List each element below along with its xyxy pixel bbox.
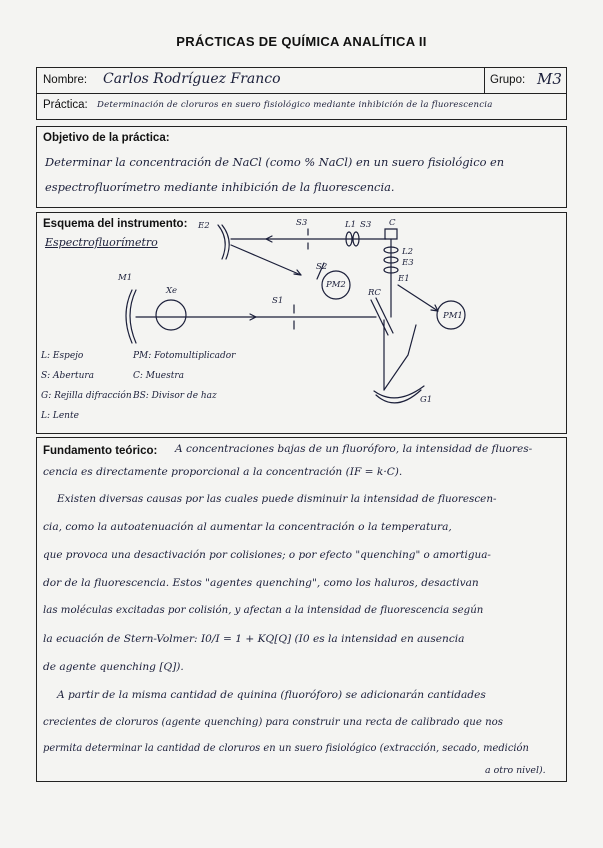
- theory-line: que provoca una desactivación por colisiones; o por efecto "quenching" o amortigua-: [43, 549, 491, 561]
- page-title: PRÁCTICAS DE QUÍMICA ANALÍTICA II: [176, 34, 427, 49]
- practice-label: Práctica:: [43, 99, 88, 111]
- theory-line: A partir de la misma cantidad de quinina (fluoróforo) se adicionarán cantidades: [57, 689, 486, 701]
- diagram-label: L2: [402, 247, 414, 257]
- diagram-label: C: [389, 218, 396, 228]
- diagram-label: PM1: [443, 311, 463, 321]
- diagram-label: Xe: [166, 286, 178, 296]
- theory-line: crecientes de cloruros (agente quenching) para construir una recta de calibrado que nos: [43, 717, 504, 728]
- diagram-label: S3: [296, 218, 308, 228]
- diagram-label: RC: [368, 288, 381, 298]
- mirror-m1: [130, 290, 136, 343]
- theory-line: permita determinar la cantidad de cloruros en un suero fisiológico (extracción, secado, medición: [43, 743, 529, 754]
- theory-line: dor de la fluorescencia. Estos "agentes quenching", como los haluros, desactivan: [43, 577, 479, 589]
- diagram-label: E1: [398, 274, 410, 284]
- theory-first-line: A concentraciones bajas de un fluoróforo, la intensidad de fluores-: [175, 443, 533, 455]
- legend-item: L: Lente: [41, 411, 79, 421]
- theory-lines: [43, 460, 563, 781]
- spectrofluorimeter-diagram: [36, 215, 566, 433]
- legend-item: L: Espejo: [41, 351, 84, 361]
- instrument-subtitle: Espectrofluorímetro: [45, 236, 158, 249]
- theory-line: la ecuación de Stern-Volmer: I0/I = 1 + KQ[Q] (I0 es la intensidad en ausencia: [43, 633, 465, 645]
- diagram-label: S1: [272, 296, 284, 306]
- theory-line: a otro nivel).: [485, 765, 546, 776]
- theory-line: de agente quenching [Q]).: [43, 661, 184, 673]
- diagram-label: L1: [345, 220, 357, 230]
- theory-label: Fundamento teórico:: [43, 445, 158, 457]
- diagram-label: S3: [360, 220, 372, 230]
- objective-text-line1: Determinar la concentración de NaCl (como % NaCl) en un suero fisiológico en: [45, 155, 505, 169]
- diagram-label: PM2: [326, 280, 346, 290]
- legend-item: PM: Fotomultiplicador: [133, 351, 236, 361]
- xe-lamp: [156, 300, 186, 330]
- legend-item: G: Rejilla difracción: [41, 391, 132, 401]
- theory-line: cencia es directamente proporcional a la concentración (IF = k·C).: [43, 466, 403, 478]
- diagram-label: G1: [420, 395, 433, 405]
- instrument-label: Esquema del instrumento:: [43, 218, 188, 230]
- diagram-label: E3: [402, 258, 414, 268]
- diagram-label: S2: [316, 262, 328, 272]
- diagram-label: M1: [118, 273, 133, 283]
- name-label: Nombre:: [43, 74, 88, 86]
- sample-cell: [385, 229, 397, 239]
- theory-line: Existen diversas causas por las cuales puede disminuir la intensidad de fluorescen-: [57, 493, 497, 505]
- objective-box: [36, 126, 567, 208]
- group-value: M3: [537, 70, 562, 88]
- legend-item: S: Abertura: [41, 371, 95, 381]
- diagram-label: E2: [198, 221, 210, 231]
- legend-item: C: Muestra: [133, 371, 185, 381]
- practice-value: Determinación de cloruros en suero fisiológico mediante inhibición de la fluorescencia: [97, 100, 493, 110]
- theory-line: cia, como la autoatenuación al aumentar la concentración o la temperatura,: [43, 521, 452, 533]
- group-label: Grupo:: [490, 74, 526, 86]
- name-value: Carlos Rodríguez Franco: [103, 71, 281, 87]
- header-box: [36, 67, 567, 120]
- objective-text-line2: espectrofluorímetro mediante inhibición de la fluorescencia.: [45, 180, 395, 194]
- theory-line: las moléculas excitadas por colisión, y afectan a la intensidad de fluorescencia según: [43, 605, 484, 616]
- theory-box: [36, 437, 567, 782]
- objective-label: Objetivo de la práctica:: [43, 132, 170, 144]
- legend-item: BS: Divisor de haz: [133, 391, 217, 401]
